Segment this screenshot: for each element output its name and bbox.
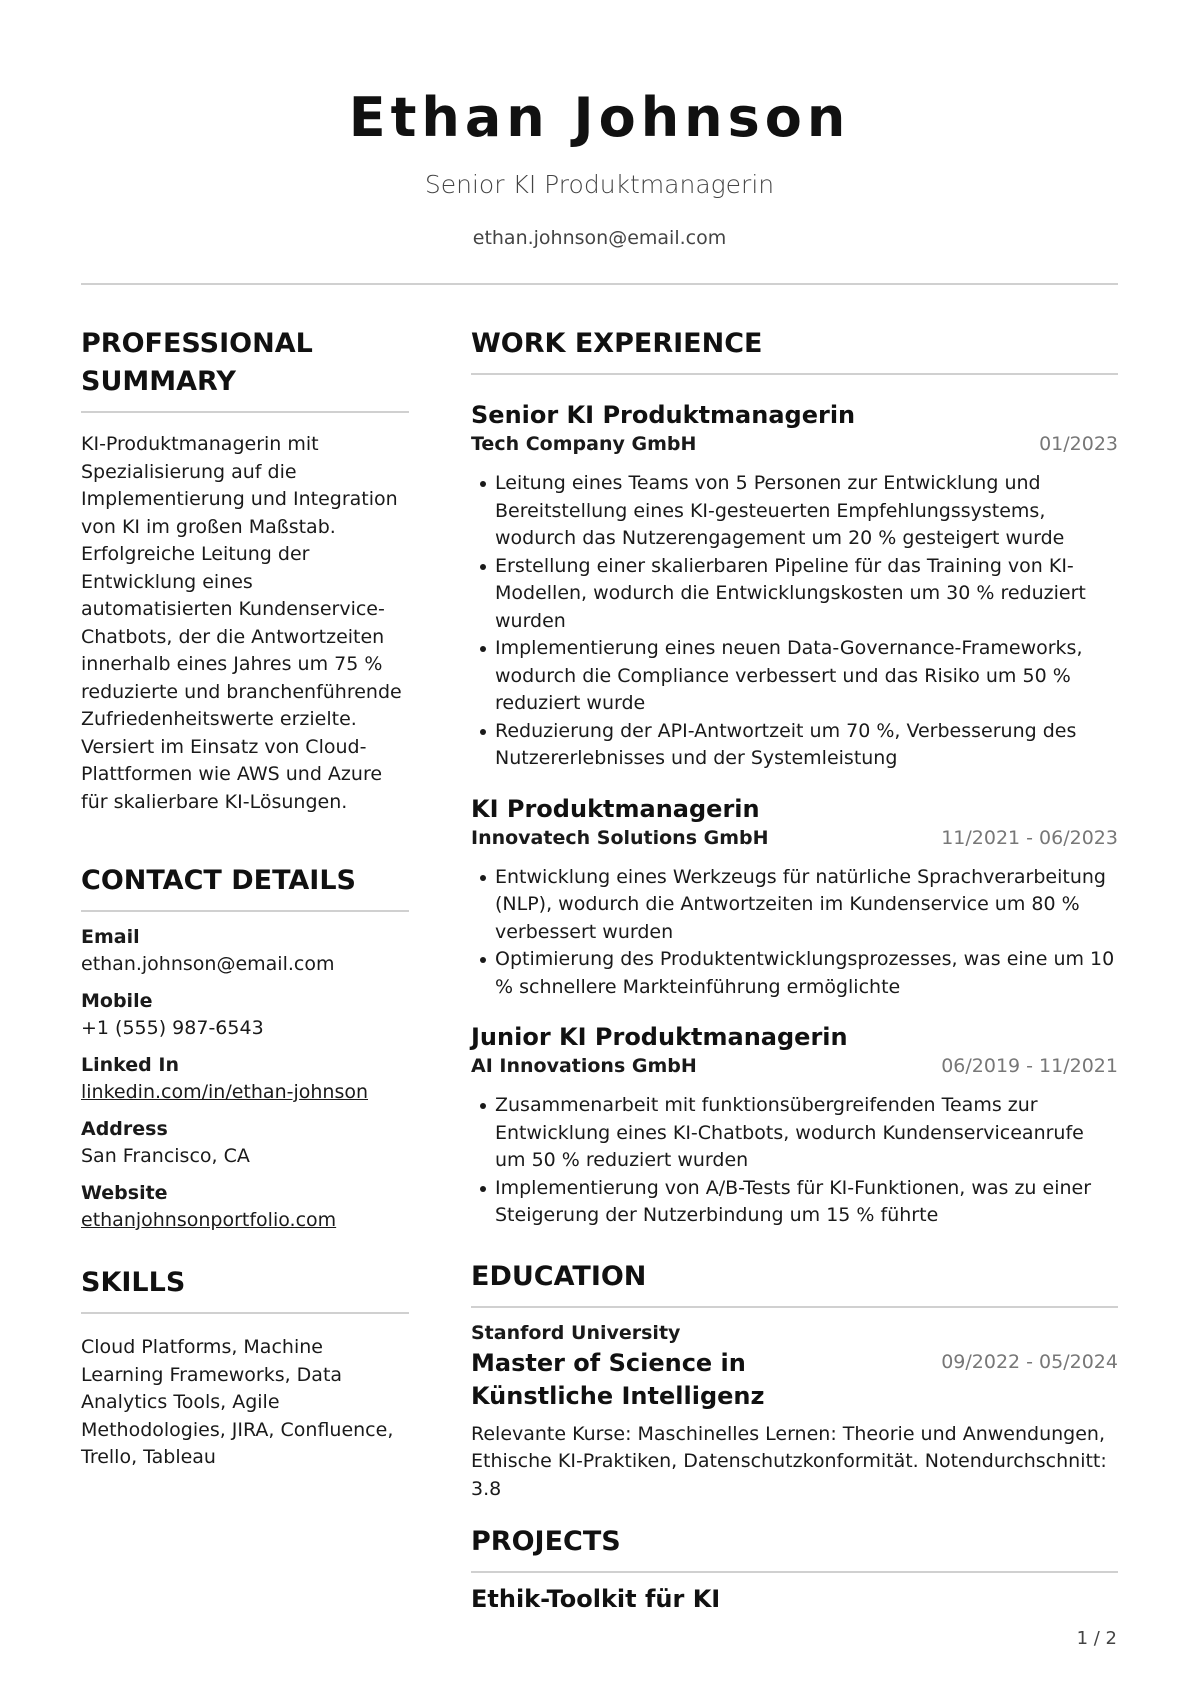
summary-text: KI-Produktmanagerin mit Spezialisierung auf die Implementierung und Integration von KI im großen Maßstab. Erfolgreiche Leitung der Entwicklung eines automatisierten Kundenservice-Chatbots, der die Antwortzeiten innerhalb eines Jahres um 75 % reduzierte und branchenführende Zufriedenheitswerte erzielte. Versiert im Einsatz von Cloud-Plattformen wie AWS und Azure für skalierbare KI-Lösungen. [81,433,402,813]
job-bullets [471,1092,1118,1230]
skills-text: Cloud Platforms, Machine Learning Frameworks, Data Analytics Tools, Agile Methodologies, JIRA, Confluence, Trello, Tableau [81,1336,394,1468]
education-date: 09/2022 - 05/2024 [941,1350,1118,1373]
page-number: 1 / 2 [1076,1628,1117,1649]
email-value: ethan.johnson@email.com [81,953,335,975]
bullet-item: Implementierung von A/B-Tests für KI-Funktionen, was zu einer Steigerung der Nutzerbindung um 15 % führte [495,1175,1118,1230]
header-email: ethan.johnson@email.com [472,227,727,249]
contact-email: Email ethan.johnson@email.com [81,924,409,978]
bullet-item: Optimierung des Produktentwicklungsprozesses, was eine um 10 % schnellere Markteinführung ermöglichte [495,946,1118,1001]
job-title: KI Produktmanagerin [471,794,760,823]
degree-title: Master of Science in Künstliche Intelligenz [471,1348,765,1410]
linkedin-link[interactable]: linkedin.com/in/ethan-johnson [81,1081,369,1103]
company-name: AI Innovations GmbH [471,1055,697,1077]
job-bullets [471,470,1118,773]
contact-heading: CONTACT DETAILS [81,865,356,896]
bullet-item: Leitung eines Teams von 5 Personen zur Entwicklung und Bereitstellung eines KI-gesteuerten Empfehlungssystems, wodurch das Nutzerengagement um 20 % gesteigert wurde [495,470,1118,553]
website-link[interactable]: ethanjohnsonportfolio.com [81,1209,337,1231]
job-date: 06/2019 - 11/2021 [941,1055,1118,1077]
candidate-title: Senior KI Produktmanagerin [424,170,775,199]
bullet-item: Entwicklung eines Werkzeugs für natürliche Sprachverarbeitung (NLP), wodurch die Antwortzeiten im Kundenservice um 80 % verbessert wurden [495,864,1118,947]
bullet-item: Reduzierung der API-Antwortzeit um 70 %, Verbesserung des Nutzererlebnisses und der Systemleistung [495,718,1118,773]
left-column [81,325,409,1472]
section-divider [81,1312,409,1314]
bullet-item: Erstellung einer skalierbaren Pipeline für das Training von KI-Modellen, wodurch die Entwicklungskosten um 30 % reduziert wurden [495,553,1118,636]
section-divider [471,1306,1118,1308]
company-name: Innovatech Solutions GmbH [471,826,769,849]
skills-section [81,1264,409,1472]
school-name: Stanford University [471,1321,681,1344]
candidate-name: Ethan Johnson [348,86,851,149]
bullet-item: Implementierung eines neuen Data-Governance-Frameworks, wodurch die Compliance verbessert und das Risiko um 50 % reduziert wurde [495,635,1118,718]
contact-mobile: Mobile +1 (555) 987-6543 [81,988,409,1042]
contact-address: Address San Francisco, CA [81,1116,409,1170]
job-title: Senior KI Produktmanagerin [471,401,856,429]
contact-section [81,862,409,1234]
projects-heading: PROJECTS [471,1526,621,1557]
section-divider [471,373,1118,375]
job-entry [471,399,1118,773]
job-entry [471,1021,1118,1230]
skills-heading: SKILLS [81,1267,186,1298]
job-title: Junior KI Produktmanagerin [471,1023,848,1051]
summary-heading: PROFESSIONAL SUMMARY [81,328,313,397]
address-value: San Francisco, CA [81,1145,250,1167]
job-date: 11/2021 - 06/2023 [941,826,1118,849]
job-bullets [471,864,1118,1002]
education-section [471,1258,1118,1504]
job-date: 01/2023 [1039,433,1118,455]
bullet-item: Zusammenarbeit mit funktionsübergreifenden Teams zur Entwicklung eines KI-Chatbots, wodurch Kundenserviceanrufe um 50 % reduziert wurden [495,1092,1118,1175]
experience-heading: WORK EXPERIENCE [471,328,763,359]
contact-website: Website ethanjohnsonportfolio.com [81,1180,409,1234]
job-entry [471,793,1118,1002]
right-column [471,325,1118,1615]
education-heading: EDUCATION [471,1260,647,1292]
summary-section [81,325,409,816]
header-divider [81,283,1118,285]
mobile-value: +1 (555) 987-6543 [81,1017,264,1039]
project-title: Ethik-Toolkit für KI [471,1585,721,1613]
education-details: Relevante Kurse: Maschinelles Lernen: Theorie und Anwendungen, Ethische KI-Praktiken, Datenschutzkonformität. Notendurchschnitt: 3.8 [471,1422,1107,1500]
company-name: Tech Company GmbH [471,433,697,455]
section-divider [81,910,409,912]
section-divider [471,1571,1118,1573]
contact-linkedin: Linked In linkedin.com/in/ethan-johnson [81,1052,409,1106]
projects-section [471,1523,1118,1615]
section-divider [81,411,409,413]
experience-section [471,325,1118,1230]
